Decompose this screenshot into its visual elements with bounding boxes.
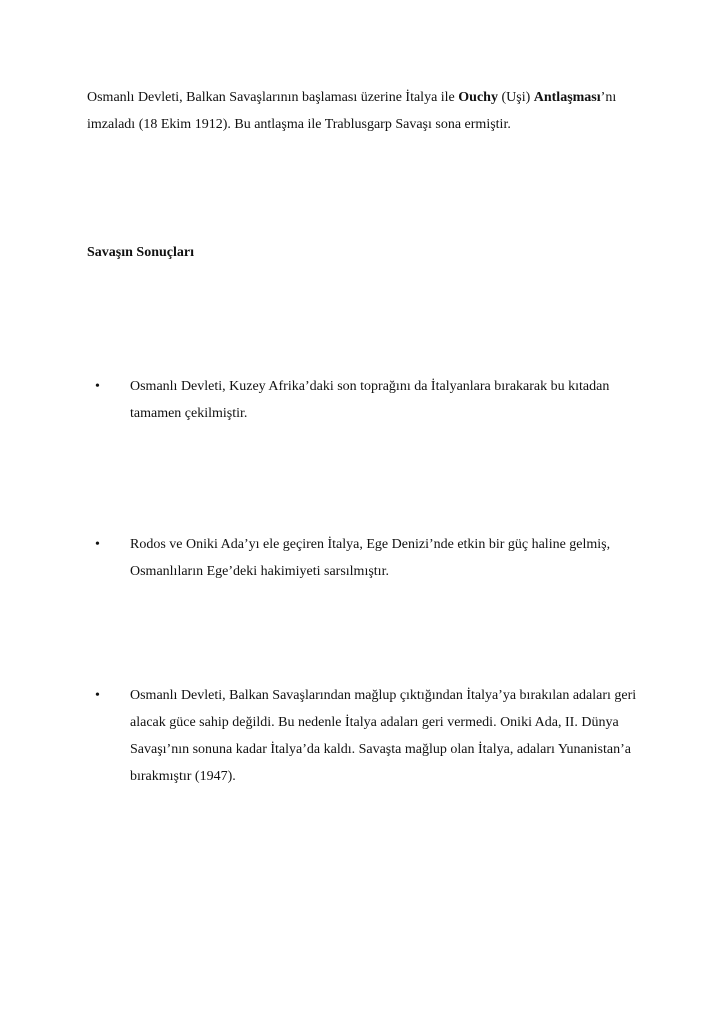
list-item-text: Osmanlı Devleti, Balkan Savaşlarından mağlup çıktığından İtalya’ya bırakılan adaları geri alacak güce sahip değildi. Bu nedenle İtalya adaları geri vermedi. Oniki Ada, II. Dünya Savaşı’nın sonuna kadar İtalya’da kaldı. Savaşta mağlup olan İtalya, adaları Yunanistan’a bırakmıştır (1947). (130, 688, 637, 784)
section-heading: Savaşın Sonuçları (87, 245, 194, 260)
bullet-icon: • (95, 537, 100, 552)
intro-paragraph (87, 84, 667, 138)
intro-text-3: ’nı imzaladı (18 Ekim 1912). Bu antlaşma ile Trablusgarp Savaşı sona ermiştir. (87, 90, 617, 132)
intro-bold-ouchy: Ouchy (458, 90, 498, 105)
bullet-icon: • (95, 379, 100, 394)
bullet-icon: • (95, 688, 100, 703)
list-item-text: Rodos ve Oniki Ada’yı ele geçiren İtalya, Ege Denizi’nde etkin bir güç haline gelmiş, Osmanlıların Ege’deki hakimiyeti sarsılmıştır. (130, 537, 611, 579)
intro-bold-antlasmasi: Antlaşması (533, 90, 601, 105)
intro-text-1: Osmanlı Devleti, Balkan Savaşlarının başlaması üzerine İtalya ile (87, 90, 459, 105)
intro-text-2: (Uşi) (497, 90, 534, 105)
list-item-text: Osmanlı Devleti, Kuzey Afrika’daki son toprağını da İtalyanlara bırakarak bu kıtadan tamamen çekilmiştir. (130, 379, 610, 421)
